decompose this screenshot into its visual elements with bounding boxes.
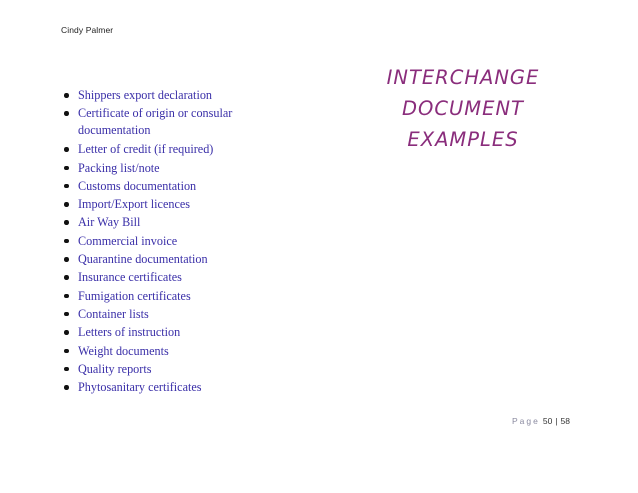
list-item: [64, 323, 294, 341]
list-item: [64, 360, 294, 378]
list-item: [64, 268, 294, 286]
title-line: INTERCHANGE: [386, 66, 540, 89]
list-item-text: Letters of instruction: [78, 325, 181, 340]
page-separator: |: [555, 416, 558, 426]
title-line: EXAMPLES: [407, 128, 519, 151]
list-item-text: Air Way Bill: [78, 215, 141, 230]
list-item: [64, 195, 294, 213]
list-item-text: Insurance certificates: [78, 270, 182, 285]
list-item: [64, 86, 294, 104]
bullet-icon: [64, 184, 69, 189]
list-item-text: Packing list/note: [78, 160, 160, 175]
list-item: [64, 213, 294, 231]
bullet-icon: [64, 202, 69, 207]
bullet-icon: [64, 330, 69, 335]
list-item-text: Import/Export licences: [78, 197, 191, 212]
header-author: Cindy Palmer: [61, 25, 114, 35]
list-item-text: Commercial invoice: [78, 233, 178, 248]
list-item-text: Quarantine documentation: [78, 252, 208, 267]
list-item: [64, 232, 294, 250]
bullet-icon: [64, 312, 69, 317]
current-page-number: 50: [542, 416, 553, 426]
list-item-text: Weight documents: [78, 343, 169, 358]
page-title: [368, 62, 558, 155]
bullet-icon: [64, 385, 69, 390]
document-list: [64, 86, 294, 396]
list-item: [64, 177, 294, 195]
bullet-icon: [64, 220, 69, 225]
list-item-text: Container lists: [78, 306, 149, 321]
list-item-text: Shippers export declaration: [78, 88, 213, 102]
bullet-icon: [64, 275, 69, 280]
list-item: [64, 250, 294, 268]
list-item-text: Phytosanitary certificates: [78, 380, 202, 395]
list-item: [64, 104, 294, 140]
list-item: [64, 378, 294, 396]
bullet-icon: [64, 257, 69, 262]
list-item-text: Quality reports: [78, 361, 152, 376]
list-item: [64, 342, 294, 360]
total-pages-number: 58: [560, 416, 570, 426]
page-label: Page: [511, 416, 540, 426]
list-item-text: Customs documentation: [78, 178, 197, 193]
page-footer: [512, 416, 570, 426]
list-item: [64, 159, 294, 177]
title-line: DOCUMENT: [402, 97, 524, 120]
list-item: [64, 140, 294, 158]
bullet-icon: [64, 349, 69, 354]
list-item-text: Certificate of origin or consular documentation: [78, 106, 233, 138]
list-item-text: Letter of credit (if required): [78, 142, 214, 157]
list-item-text: Fumigation certificates: [78, 288, 191, 303]
list-item: [64, 287, 294, 305]
bullet-icon: [64, 111, 69, 116]
bullet-icon: [64, 147, 69, 152]
bullet-icon: [64, 239, 69, 244]
bullet-icon: [64, 367, 69, 372]
bullet-icon: [64, 166, 69, 171]
bullet-icon: [64, 93, 69, 98]
bullet-icon: [64, 294, 69, 299]
list-item: [64, 305, 294, 323]
